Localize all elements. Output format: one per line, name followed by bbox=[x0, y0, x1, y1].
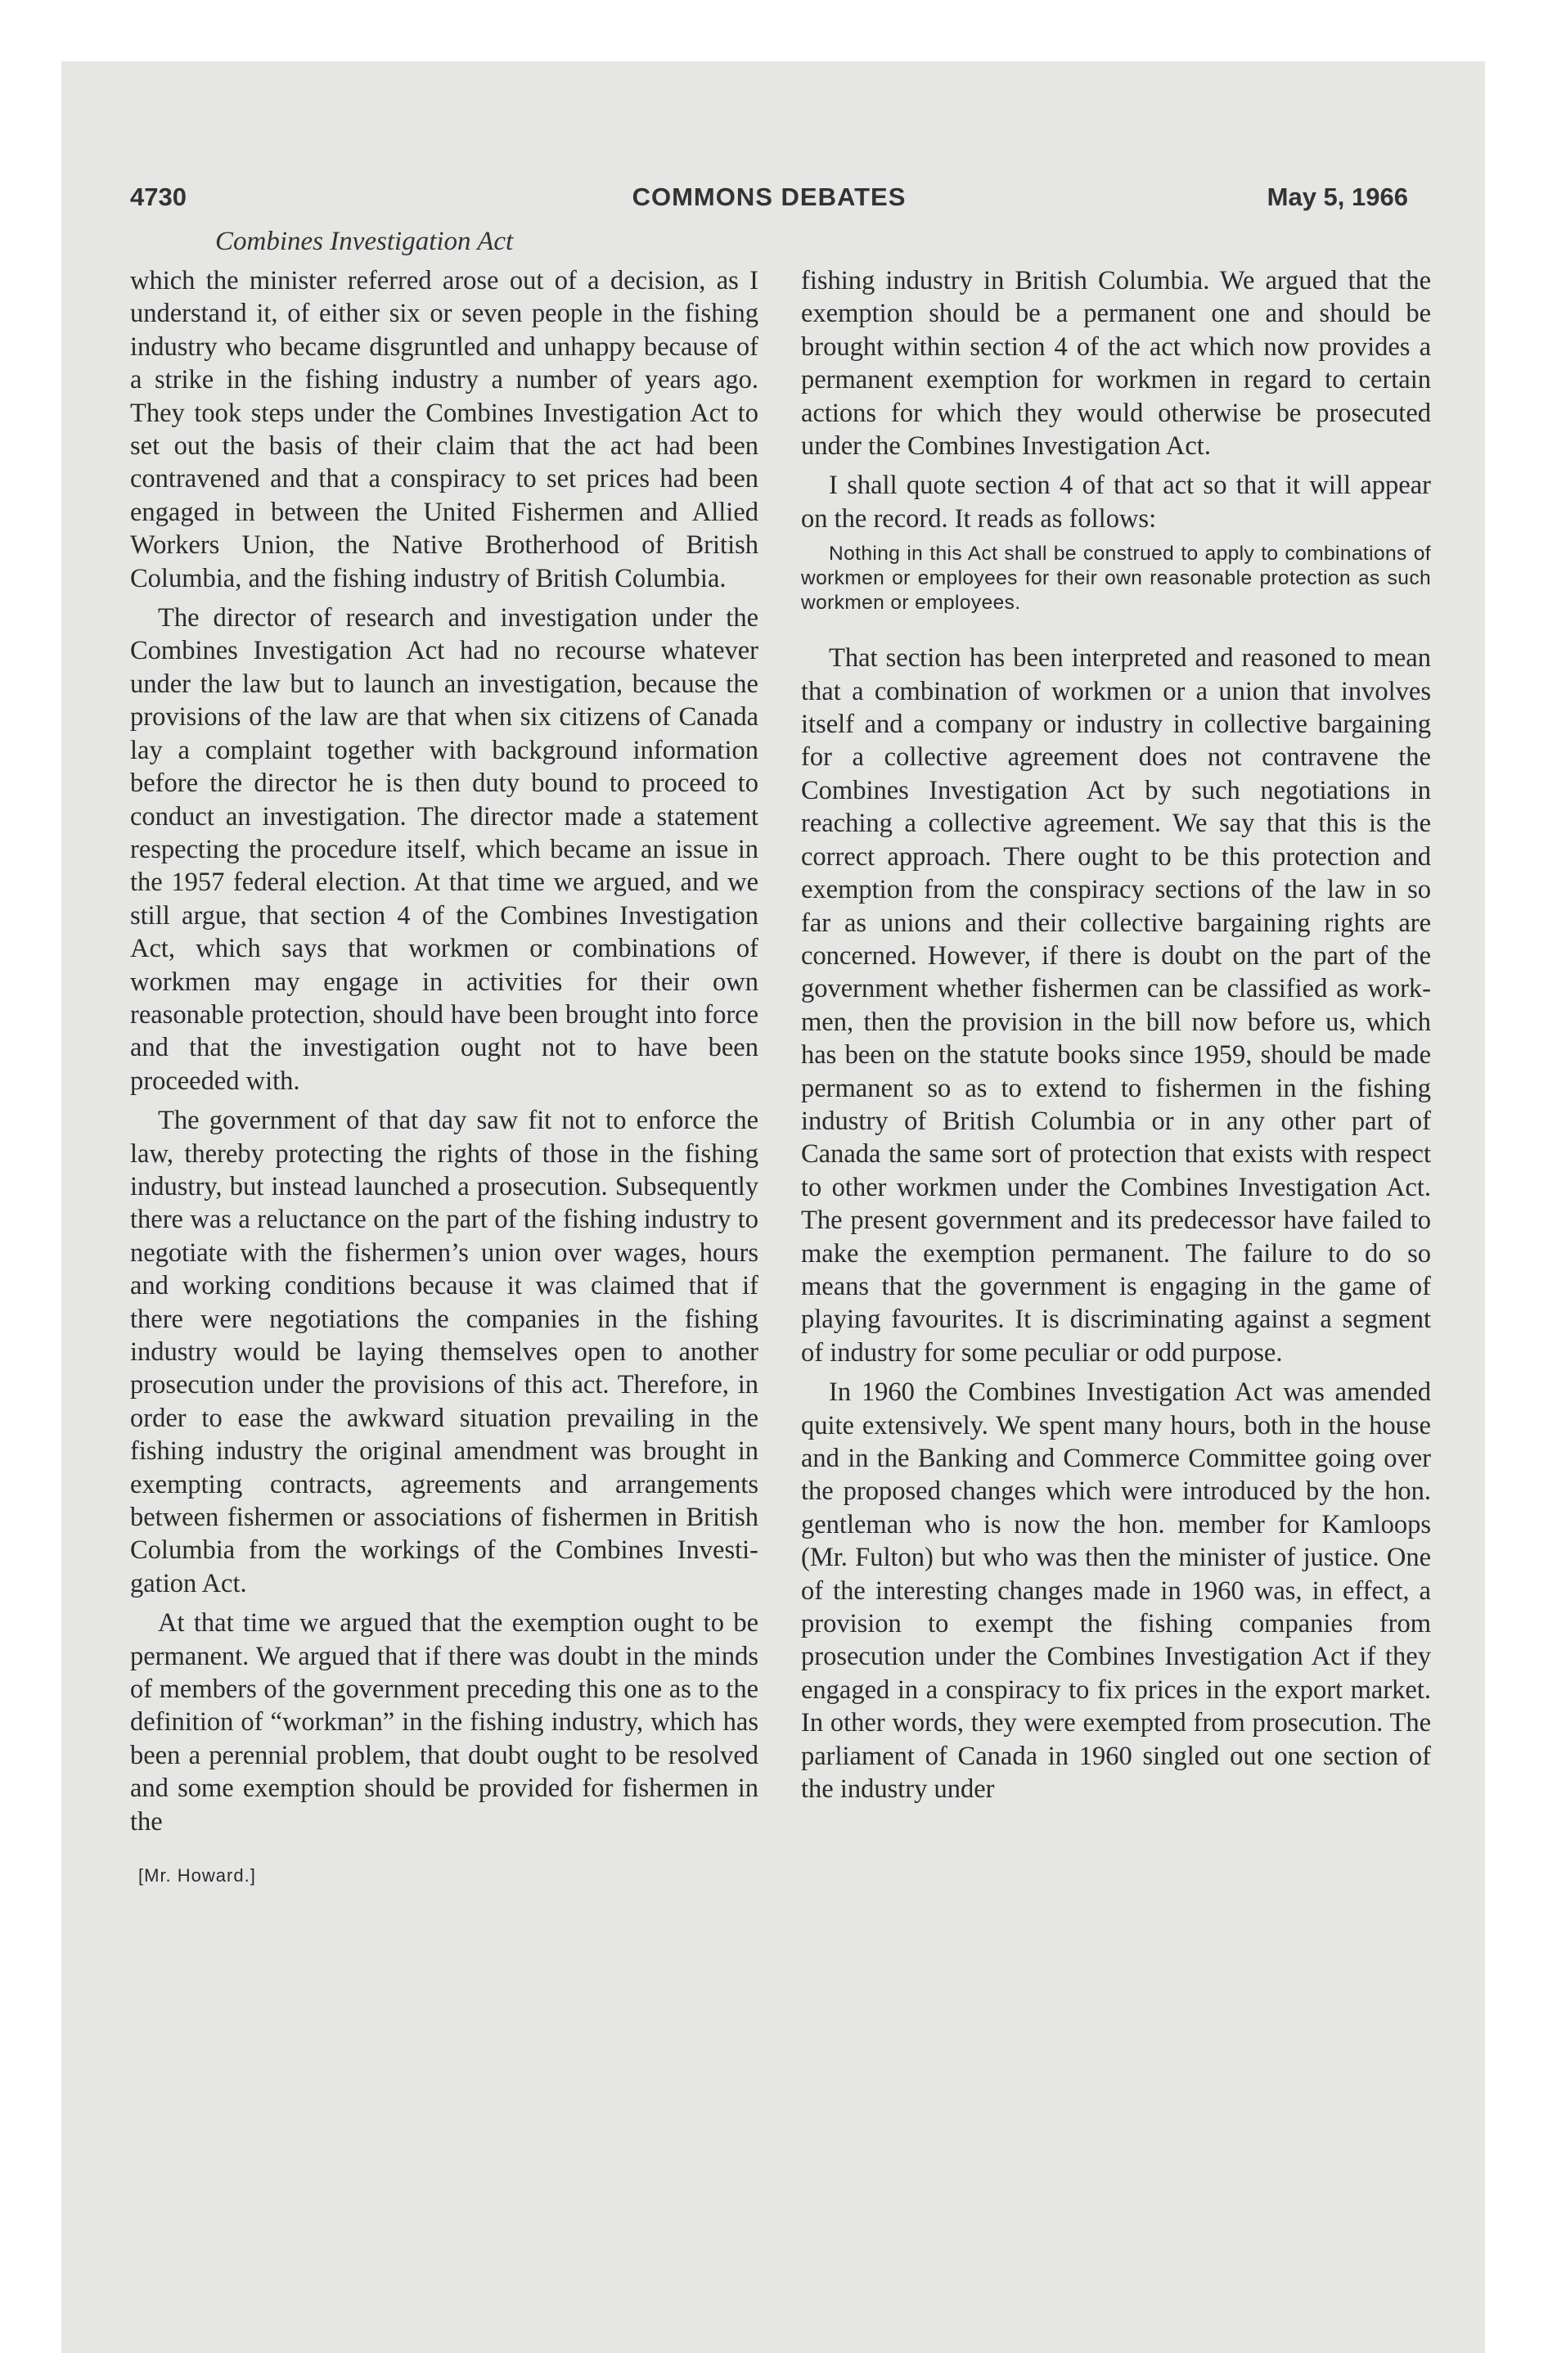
paragraph: I shall quote section 4 of that act so that it will appear on the record. It reads as follows: bbox=[801, 471, 1431, 534]
speaker-attribution: [Mr. Howard.] bbox=[138, 1865, 256, 1886]
page-header bbox=[130, 183, 1408, 219]
issue-date: May 5, 1966 bbox=[1267, 183, 1408, 211]
block-quote: Nothing in this Act shall be construed to apply to combinations of workmen or employees for their own reasonable protection as such workmen or employees. bbox=[801, 543, 1431, 615]
paragraph: fishing industry in British Columbia. We argued that the exemption should be a permanent one and should be brought within section 4 of the act which now provides a permanent exemption for workmen in regard to certain actions for which they would otherwise be prosecuted under the Combines Investigation Act. bbox=[801, 266, 1431, 462]
journal-title: COMMONS DEBATES bbox=[632, 183, 907, 211]
paragraph: That section has been interpreted and reasoned to mean that a combination of workmen or a union that involves itself and a company or industry in collective bargaining for a collective agreement does not contravene the Combines Investigation Act by such negotiations in reaching a collective agreement. We say that this is the correct approach. There ought to be this protection and exemption from the conspiracy sections of the law in so far as unions and their collective bargaining rights are concerned. However, if there is doubt on the part of the government whether fishermen can be classified as workmen, then the provision in the bill now before us, which has been on the statute books since 1959, should be made permanent so as to extend to fishermen in the fishing industry of British Columbia or in any other part of Canada the same sort of protection that exists with respect to other workmen under the Combines Investigation Act. The present government and its predecessor have failed to make the exemption permanent. The failure to do so means that the government is engaging in the game of playing favourites. It is discriminating against a segment of industry for some peculiar or odd purpose. bbox=[801, 643, 1431, 1368]
page-scan bbox=[61, 61, 1485, 2353]
left-column bbox=[130, 264, 758, 1893]
paragraph: The government of that day saw fit not to enforce the law, thereby protecting the rights of those in the fishing industry, but instead launched a prosecution. Subsequently there was a reluctance on the part of the fishing industry to negotiate with the fishermen’s union over wages, hours and working conditions because it was claimed that if there were negotiations the companies in the fishing industry would be laying themselves open to another prosecution under the provisions of this act. Therefore, in order to ease the awkward situation prevailing in the fishing industry the original amendment was brought in exempting contracts, agreements and arrangements between fishermen or associations of fishermen in British Columbia from the workings of the Combines Investigation Act. bbox=[130, 1106, 758, 1598]
page-number: 4730 bbox=[130, 183, 187, 211]
paragraph: At that time we argued that the exemption ought to be permanent. We argued that if there was doubt in the minds of members of the government preceding this one as to the definition of “workman” in the fishing industry, which has been a perennial problem, that doubt ought to be resolved and some exemption should be provided for fishermen in the bbox=[130, 1608, 758, 1837]
paragraph: In 1960 the Combines Investigation Act was amended quite extensively. We spent many hours, both in the house and in the Banking and Commerce Committee going over the proposed changes which were introduced by the hon. gentleman who is now the hon. member for Kamloops (Mr. Fulton) but who was then the minister of justice. One of the interesting changes made in 1960 was, in effect, a provision to exempt the fishing companies from prosecution under the Combines Investigation Act if they engaged in a conspiracy to fix prices in the export market. In other words, they were exempted from prosecution. The parliament of Canada in 1960 singled out one section of the industry under bbox=[801, 1377, 1431, 1805]
paragraph: which the minister referred arose out of a decision, as I understand it, of either six or seven people in the fishing industry who became disgruntled and unhappy because of a strike in the fishing industry a number of years ago. They took steps under the Combines Investigation Act to set out the basis of their claim that the act had been contravened and that a conspiracy to set prices had been engaged in between the United Fishermen and Allied Workers Union, the Native Brotherhood of British Columbia, and the fishing industry of British Columbia. bbox=[130, 266, 758, 593]
running-title: Combines Investigation Act bbox=[215, 227, 514, 256]
right-column bbox=[801, 264, 1431, 1805]
paragraph: The director of research and investigation under the Combines Investigation Act had no recourse whatever under the law but to launch an investigation, because the provisions of the law are that when six citizens of Canada lay a complaint together with background information before the director he is then duty bound to proceed to conduct an investigation. The director made a statement respecting the procedure itself, which became an issue in the 1957 federal election. At that time we argued, and we still argue, that section 4 of the Combines Investigation Act, which says that workmen or combinations of workmen may engage in activities for their own reasonable protection, should have been brought into force and that the investigation ought not to have been proceeded with. bbox=[130, 603, 758, 1096]
